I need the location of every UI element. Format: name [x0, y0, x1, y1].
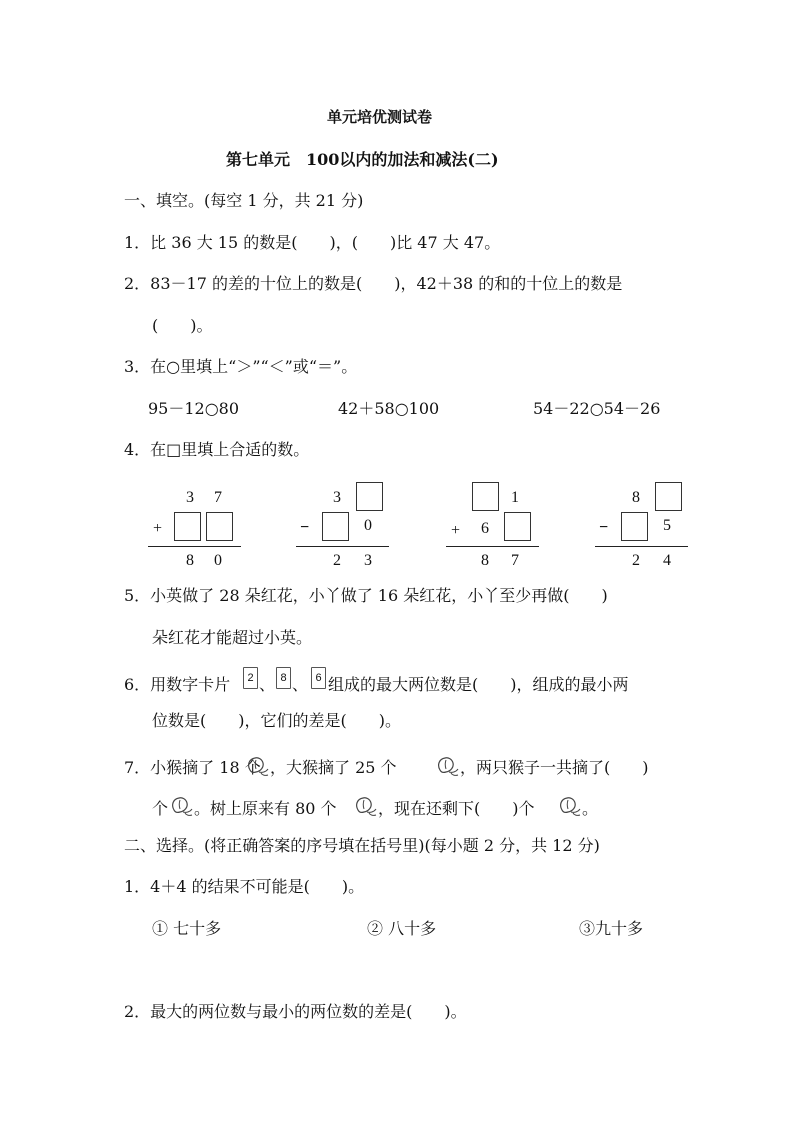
answer-box[interactable]	[174, 512, 201, 541]
question-1-7-f: ，现在还剩下( )个	[378, 799, 535, 818]
peach-icon	[556, 792, 582, 818]
digit: 3	[186, 489, 194, 506]
sum-line	[148, 546, 241, 547]
sum-line	[446, 546, 539, 547]
digit-card-8: 8	[276, 667, 291, 689]
digit: 3	[333, 489, 341, 506]
peach-icon	[168, 792, 194, 818]
question-1-1: 1．比 36 大 15 的数是( )，( )比 47 大 47。	[124, 233, 501, 252]
answer-box[interactable]	[206, 512, 233, 541]
answer-box[interactable]	[356, 482, 383, 511]
digit: 5	[663, 517, 671, 534]
separator: 、	[259, 675, 276, 694]
question-1-2-line2: ( )。	[152, 316, 213, 335]
digit: 0	[364, 517, 372, 534]
digit: 7	[511, 552, 519, 569]
question-1-5-line2: 朵红花才能超过小英。	[152, 628, 313, 647]
digit: 8	[632, 489, 640, 506]
digit-card-6: 6	[311, 667, 326, 689]
peach-icon	[352, 792, 378, 818]
question-2-1: 1．4＋4 的结果不可能是( )。	[124, 877, 365, 896]
question-1-2-line1: 2．83－17 的差的十位上的数是( )，42＋38 的和的十位上的数是	[124, 274, 623, 293]
question-1-5-line1: 5．小英做了 28 朵红花，小丫做了 16 朵红花，小丫至少再做( )	[124, 586, 608, 605]
question-1-6-prefix: 6．用数字卡片	[124, 675, 231, 694]
answer-box[interactable]	[472, 482, 499, 511]
digit: 1	[511, 489, 519, 506]
section1-heading: 一、填空。(每空 1 分，共 21 分)	[124, 191, 364, 210]
answer-box[interactable]	[621, 512, 648, 541]
option-3[interactable]: ③九十多	[579, 919, 644, 938]
question-1-7-a: 7．小猴摘了 18 个	[124, 758, 261, 777]
plus-sign: +	[153, 520, 163, 537]
digit: 6	[481, 520, 489, 537]
option-1[interactable]: ① 七十多	[152, 919, 222, 938]
answer-box[interactable]	[655, 482, 682, 511]
peach-icon	[244, 752, 270, 778]
minus-sign: −	[300, 519, 310, 536]
exam-title: 单元培优测试卷	[327, 108, 433, 126]
question-1-7-g: 。	[582, 799, 599, 818]
digit: 8	[186, 552, 194, 569]
digit: 8	[481, 552, 489, 569]
digit: 7	[214, 489, 222, 506]
difference-line	[595, 546, 688, 547]
question-1-7-d: 个	[152, 799, 169, 818]
section2-heading: 二、选择。(将正确答案的序号填在括号里)(每小题 2 分，共 12 分)	[124, 836, 600, 855]
question-1-7-b: ，大猴摘了 25 个	[270, 758, 397, 777]
question-1-3: 3．在○里填上“＞”“＜”或“＝”。	[124, 357, 358, 376]
question-1-7-e: 。树上原来有 80 个	[194, 799, 337, 818]
question-1-7-c: ，两只猴子一共摘了( )	[460, 758, 649, 777]
question-1-6-rest: 组成的最大两位数是( )，组成的最小两	[328, 675, 629, 694]
digit-card-2: 2	[243, 667, 258, 689]
separator: 、	[292, 675, 309, 694]
question-1-6-line2: 位数是( )，它们的差是( )。	[152, 711, 401, 730]
digit: 2	[333, 552, 341, 569]
option-2[interactable]: ② 八十多	[367, 919, 437, 938]
minus-sign: −	[599, 519, 609, 536]
digit: 2	[632, 552, 640, 569]
compare-item-1: 95－12○80	[148, 399, 240, 418]
digit: 3	[364, 552, 372, 569]
difference-line	[296, 546, 389, 547]
digit: 4	[663, 552, 671, 569]
answer-box[interactable]	[504, 512, 531, 541]
digit: 0	[214, 552, 222, 569]
compare-item-2: 42＋58○100	[338, 399, 440, 418]
compare-item-3: 54－22○54－26	[533, 399, 661, 418]
plus-sign: +	[451, 522, 461, 539]
question-2-2: 2．最大的两位数与最小的两位数的差是( )。	[124, 1002, 467, 1021]
peach-icon	[434, 752, 460, 778]
answer-box[interactable]	[322, 512, 349, 541]
question-1-4: 4．在□里填上合适的数。	[124, 440, 310, 459]
unit-subtitle: 第七单元 100以内的加法和减法(二)	[226, 150, 499, 169]
